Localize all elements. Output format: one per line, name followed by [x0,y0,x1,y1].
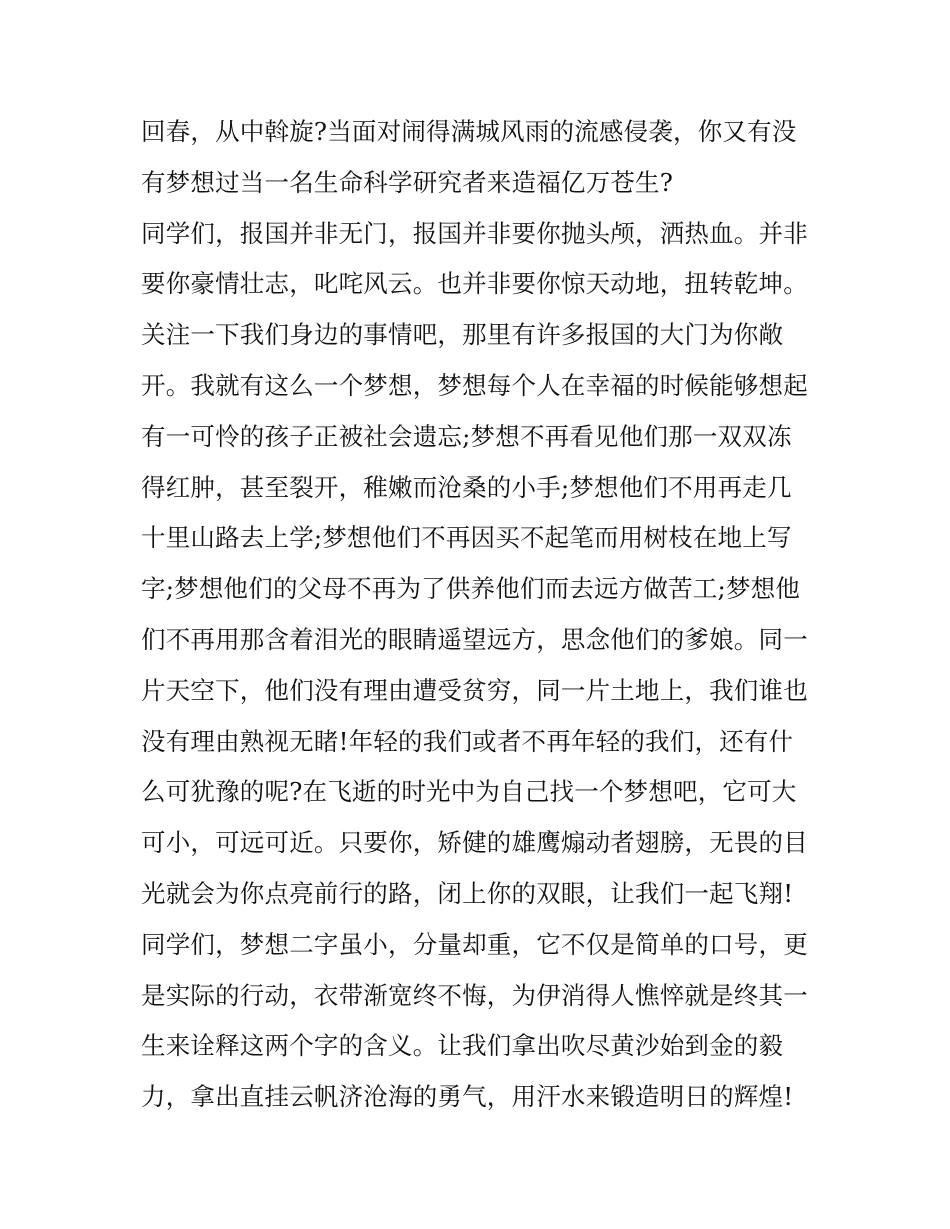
text-line: 同学们，梦想二字虽小，分量却重，它不仅是简单的口号，更 [141,929,808,959]
text-line: 开。我就有这么一个梦想，梦想每个人在幸福的时候能够想起 [141,370,808,400]
text-line: 字;梦想他们的父母不再为了供养他们而去远方做苦工;梦想他 [141,574,801,604]
text-line: 同学们，报国并非无门，报国并非要你抛头颅，洒热血。并非 [141,218,808,248]
body-text [141,107,821,1123]
text-line: 生来诠释这两个字的含义。让我们拿出吹尽黄沙始到金的毅 [141,1031,784,1061]
text-line: 有一可怜的孩子正被社会遗忘;梦想不再看见他们那一双双冻 [141,421,792,451]
text-line: 回春，从中斡旋?当面对闹得满城风雨的流感侵袭，你又有没 [141,117,797,146]
text-line: 光就会为你点亮前行的路，闭上你的双眼，让我们一起飞翔! [141,878,794,908]
text-line: 得红肿，甚至裂开，稚嫩而沧桑的小手;梦想他们不用再走几 [141,472,792,502]
text-line: 关注一下我们身边的事情吧，那里有许多报国的大门为你敞 [141,320,784,350]
text-line: 片天空下，他们没有理由遭受贫穷，同一片土地上，我们谁也 [141,675,808,705]
text-line: 们不再用那含着泪光的眼睛遥望远方，思念他们的爹娘。同一 [141,624,808,654]
text-line: 可小，可远可近。只要你，矫健的雄鹰煽动者翅膀，无畏的目 [141,828,808,858]
text-line: 没有理由熟视无睹!年轻的我们或者不再年轻的我们，还有什 [141,726,794,756]
text-line: 是实际的行动，衣带渐宽终不悔，为伊消得人憔悴就是终其一 [141,980,808,1010]
text-line: 要你豪情壮志，叱咤风云。也并非要你惊天动地，扭转乾坤。 [141,269,808,299]
text-line: 力，拿出直挂云帆济沧海的勇气，用汗水来锻造明日的辉煌! [141,1082,794,1112]
text-line: 十里山路去上学;梦想他们不再因买不起笔而用树枝在地上写 [141,523,792,553]
text-line: 有梦想过当一名生命科学研究者来造福亿万苍生? [141,167,674,197]
text-line: 么可犹豫的呢?在飞逝的时光中为自己找一个梦想吧，它可大 [141,777,797,807]
